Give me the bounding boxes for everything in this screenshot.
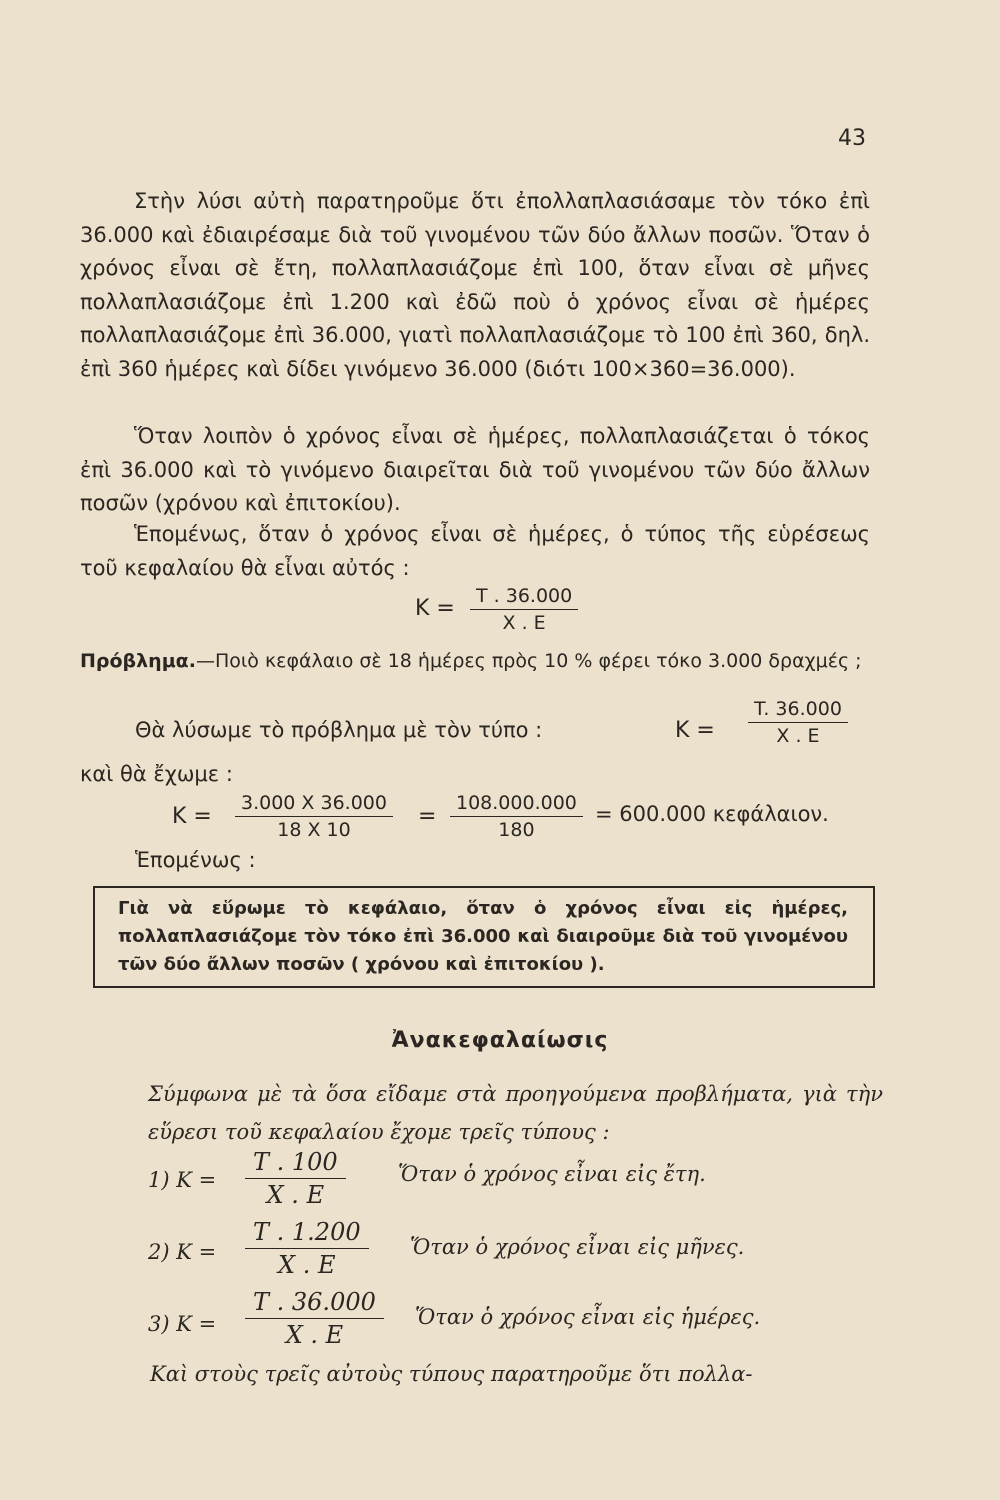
calc-denominator-2: 180	[498, 819, 535, 841]
and-line: καὶ θὰ ἔχωμε :	[80, 762, 233, 786]
formula-item-2-denominator: X . E	[278, 1251, 336, 1279]
formula-item-1-denominator: X . E	[266, 1181, 325, 1209]
formula-2	[748, 698, 848, 747]
formula-item-2-numerator: T . 1.200	[245, 1218, 369, 1249]
calc-numerator-1: 3.000 X 36.000	[235, 792, 393, 817]
paragraph-3: Ἑπομένως, ὅταν ὁ χρόνος εἶναι σὲ ἡμέρες, ὁ τύπος τῆς εὑρέσεως τοῦ κεφαλαίου θὰ εἶναι αὐτός :	[80, 522, 870, 580]
problem-text: —Ποιὸ κεφάλαιο σὲ 18 ἡμέρες πρὸς 10 % φέρει τόκο 3.000 δραχμές ;	[195, 650, 862, 672]
section-heading: Ἀνακεφαλαίωσις	[391, 1028, 609, 1053]
formula-item-1-numerator: T . 100	[245, 1148, 346, 1179]
paragraph-2: Ὅταν λοιπὸν ὁ χρόνος εἶναι σὲ ἡμέρες, πολλαπλασιάζεται ὁ τόκος ἐπὶ 36.000 καὶ τὸ γινόμενο διαιρεῖται διὰ τοῦ γινομένου τῶν δύο ἄλλων ποσῶν (χρόνου καὶ ἐπιτοκίου).	[80, 424, 870, 515]
formula-2-numerator: T. 36.000	[748, 698, 848, 723]
formula-item-3	[245, 1288, 384, 1349]
solve-line: Θὰ λύσωμε τὸ πρόβλημα μὲ τὸν τύπο :	[135, 718, 543, 742]
formula-item-3-numerator: T . 36.000	[245, 1288, 384, 1319]
calc-numerator-2: 108.000.000	[450, 792, 583, 817]
formula-item-3-desc: Ὅταν ὁ χρόνος εἶναι εἰς ἡμέρες.	[415, 1305, 761, 1329]
formula-1-denominator: X . E	[502, 612, 546, 634]
calc-lhs: K =	[172, 804, 212, 829]
formula-item-3-label: 3) K =	[148, 1312, 217, 1336]
formula-item-1	[245, 1148, 346, 1209]
problem-statement	[80, 645, 870, 679]
formula-1-numerator: T . 36.000	[470, 585, 578, 610]
calc-result: = 600.000 κεφάλαιον.	[595, 802, 829, 826]
formula-item-2-label: 2) K =	[148, 1240, 217, 1264]
last-line: Καὶ στοὺς τρεῖς αὐτοὺς τύπους παρατηροῦμε ὅτι πολλα-	[150, 1362, 753, 1386]
formula-item-1-label: 1) K =	[148, 1168, 217, 1192]
paragraph-1: Στὴν λύσι αὐτὴ παρατηροῦμε ὅτι ἐπολλαπλασιάσαμε τὸν τόκο ἐπὶ 36.000 καὶ ἐδιαιρέσαμε διὰ τοῦ γινομένου τῶν δύο ἄλλων ποσῶν. Ὅταν ὁ χρόνος εἶναι σὲ ἔτη, πολλαπλασιάζομε ἐπὶ 100, ὅταν εἶναι σὲ μῆνες πολλαπλασιάζομε ἐπὶ 1.200 καὶ ἐδῶ ποὺ ὁ χρόνος εἶναι σὲ ἡμέρες πολλαπλασιάζομε ἐπὶ 36.000, γιατὶ πολλαπλασιάζομε τὸ 100 ἐπὶ 360, δηλ. ἐπὶ 360 ἡμέρες καὶ δίδει γινόμενο 36.000 (διότι 100×360=36.000).	[80, 189, 870, 381]
calc-equals: =	[418, 804, 437, 829]
calc-fraction-2	[450, 792, 583, 841]
formula-2-denominator: X . E	[776, 725, 820, 747]
formula-item-2	[245, 1218, 369, 1279]
formula-item-1-desc: Ὅταν ὁ χρόνος εἶναι εἰς ἔτη.	[398, 1162, 706, 1186]
calc-denominator-1: 18 X 10	[277, 819, 351, 841]
formula-item-2-desc: Ὅταν ὁ χρόνος εἶναι εἰς μῆνες.	[410, 1235, 745, 1259]
therefore-line: Ἑπομένως :	[135, 848, 256, 872]
formula-1-lhs: K =	[415, 596, 455, 621]
formula-2-lhs: K =	[675, 718, 715, 743]
rule-box-text: Γιὰ νὰ εὕρωμε τὸ κεφάλαιο, ὅταν ὁ χρόνος εἶναι εἰς ἡμέρες, πολλαπλασιάζομε τὸν τόκο ἐπὶ 36.000 καὶ διαιροῦμε διὰ τοῦ γινομένου τῶν δύο ἄλλων ποσῶν ( χρόνου καὶ ἐπιτοκίου ).	[118, 898, 848, 975]
calc-fraction-1	[235, 792, 393, 841]
formula-1	[470, 585, 578, 634]
summary-paragraph: Σύμφωνα μὲ τὰ ὅσα εἴδαμε στὰ προηγούμενα προβλήματα, γιὰ τὴν εὕρεσι τοῦ κεφαλαίου ἔχομε τρεῖς τύπους :	[148, 1082, 883, 1144]
page-number: 43	[838, 126, 866, 151]
formula-item-3-denominator: X . E	[285, 1321, 344, 1349]
problem-label: Πρόβλημα.	[80, 650, 196, 672]
